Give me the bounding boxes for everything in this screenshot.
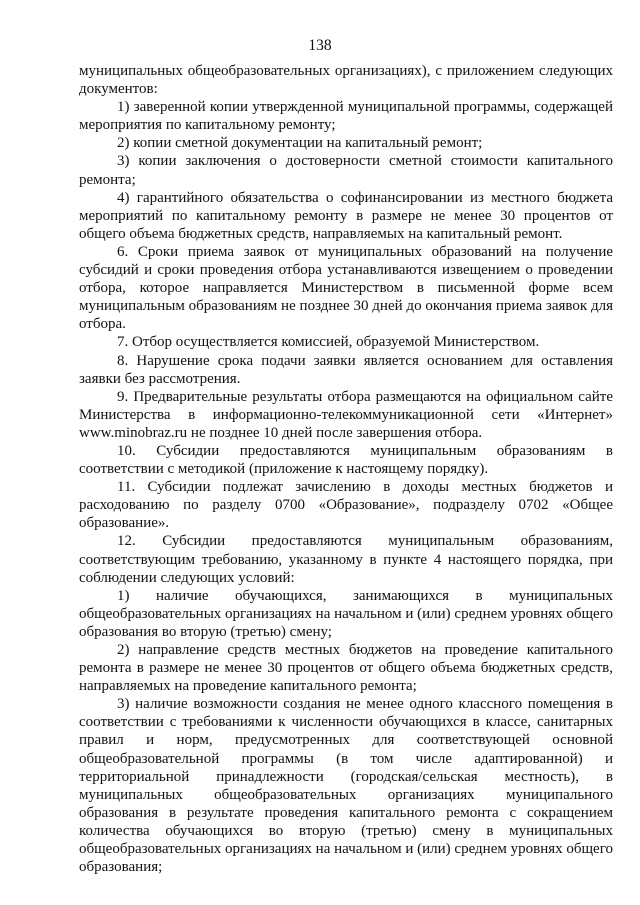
paragraph-item-2: 2) копии сметной документации на капитальный ремонт;: [117, 135, 483, 152]
paragraph-clause-12: 12. Субсидии предоставляются муниципальным образованиям, соответствующим требованию, указанному в пункте 4 настоящего порядка, при соблюдении следующих условий:: [79, 533, 613, 586]
paragraph-clause-11: 11. Субсидии подлежат зачислению в доходы местных бюджетов и расходованию по разделу 0700 «Образование», подразделу 0702 «Общее образование».: [79, 479, 613, 532]
paragraph-clause-10: 10. Субсидии предоставляются муниципальным образованиям в соответствии с методикой (приложение к настоящему порядку).: [79, 442, 613, 478]
page-number: 138: [308, 37, 332, 54]
paragraph-item-4: 4) гарантийного обязательства о софинансировании из местного бюджета мероприятий по капитальному ремонту в размере не менее 30 процентов от общего объема бюджетных средств, направляемых на капитальный ремонт.: [79, 189, 613, 242]
paragraph-clause-9: 9. Предварительные результаты отбора размещаются на официальном сайте Министерства в информационно-телекоммуникационной сети «Интернет» www.minobraz.ru не позднее 10 дней после завершения отбора.: [79, 388, 613, 441]
paragraph-clause-7: 7. Отбор осуществляется комиссией, образуемой Министерством.: [117, 334, 540, 351]
paragraph-clause-8: 8. Нарушение срока подачи заявки является основанием для оставления заявки без рассмотрения.: [79, 352, 613, 387]
paragraph-condition-1: 1) наличие обучающихся, занимающихся в муниципальных общеобразовательных организациях на начальном и (или) среднем уровнях общего образования во вторую (третью) смену;: [79, 587, 613, 640]
document-body: [79, 62, 613, 876]
paragraph-item-1: 1) заверенной копии утвержденной муниципальной программы, содержащей мероприятия по капитальному ремонту;: [79, 99, 613, 134]
paragraph-clause-6: 6. Сроки приема заявок от муниципальных образований на получение субсидий и сроки проведения отбора устанавливаются извещением о проведении отбора, которое направляется Министерством в письменной форме всем муниципальным образованиям не позднее 30 дней до окончания приема заявок для отбора.: [79, 243, 613, 333]
paragraph-item-3: 3) копии заключения о достоверности сметной стоимости капитального ремонта;: [79, 153, 613, 188]
paragraph-condition-2: 2) направление средств местных бюджетов на проведение капитального ремонта в размере не менее 30 процентов от общего объема бюджетных средств, направляемых на проведение капитального ремонта;: [79, 642, 613, 695]
paragraph-condition-3: 3) наличие возможности создания не менее одного классного помещения в соответствии с требованиями к численности обучающихся в классе, санитарных правил и норм, предусмотренных для соответствующей основной общеобразовательной программы (в том числе адаптированной) и территориальной принадлежности (городская/сельская местность), в муниципальных общеобразовательных организациях муниципального образования в результате проведения капитального ремонта с сокращением количества обучающихся во вторую (третью) смену в муниципальных общеобразовательных организациях на начальном и (или) среднем уровнях общего образования;: [79, 696, 613, 876]
paragraph-continuation: муниципальных общеобразовательных организациях), с приложением следующих документов:: [79, 63, 613, 98]
